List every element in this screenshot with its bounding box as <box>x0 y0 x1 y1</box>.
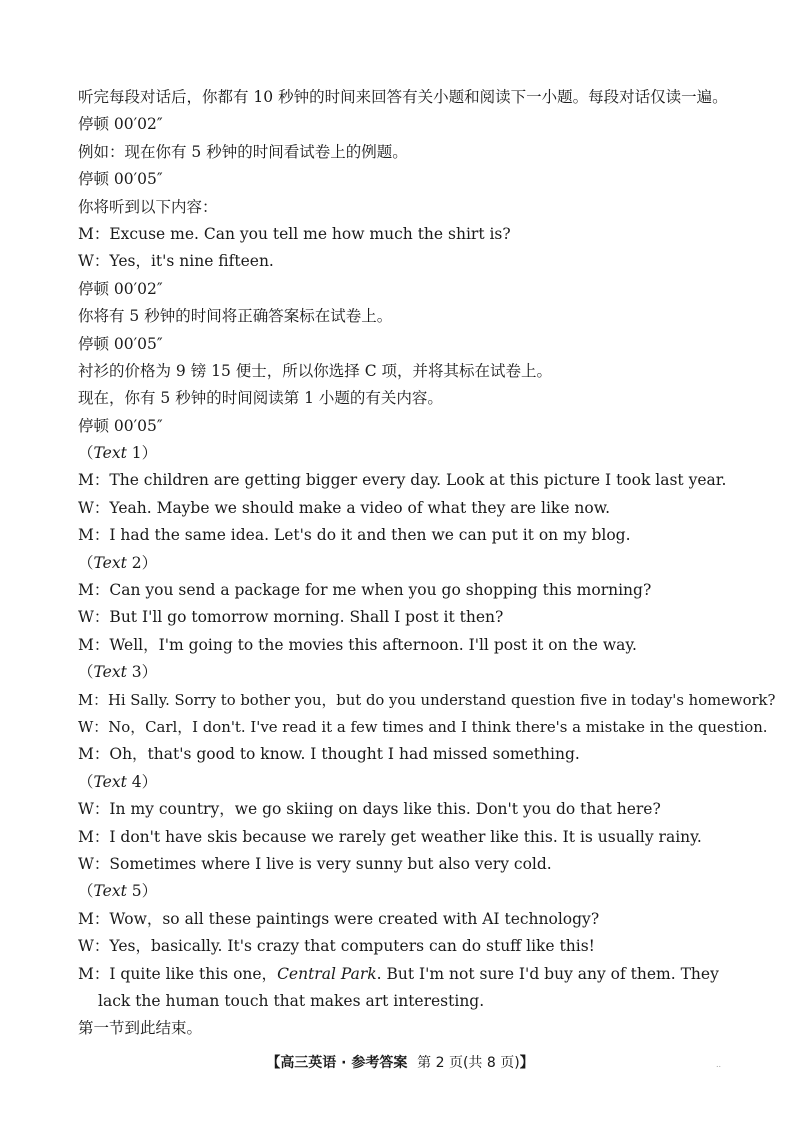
text-heading: （Text 4） <box>78 772 158 791</box>
dialogue-line <box>78 961 738 1016</box>
dialogue-line: W：No，Carl，I don't. I've read it a few times and I think there's a mistake in the question. <box>78 717 768 736</box>
footer-title: 高三英语 · 参考答案 <box>280 1055 408 1071</box>
pause-line: 停顿 00′05″ <box>78 416 163 435</box>
dialogue-line: M：The children are getting bigger every day. Look at this picture I took last year. <box>78 471 727 490</box>
painting-title: Central Park <box>277 964 377 983</box>
dialogue-line: M：I had the same idea. Let's do it and then we can put it on my blog. <box>78 526 631 545</box>
text-heading-label: Text <box>93 772 127 791</box>
dialogue-line: M：Well，I'm going to the movies this afternoon. I'll post it on the way. <box>78 635 637 654</box>
dialogue-line: M：Excuse me. Can you tell me how much the shirt is? <box>78 224 511 243</box>
text-heading: （Text 2） <box>78 553 158 572</box>
dialogue-line: W：Yes，basically. It's crazy that computers can do stuff like this! <box>78 937 595 956</box>
text-heading-label: Text <box>93 663 127 682</box>
footer-spacer <box>407 1055 417 1071</box>
instruction-line: 听完每段对话后，你都有 10 秒钟的时间来回答有关小题和阅读下一小题。每段对话仅读一遍。 <box>78 88 728 106</box>
dialogue-text: M：I quite like this one， <box>78 964 278 983</box>
instruction-line: 现在，你有 5 秒钟的时间阅读第 1 小题的有关内容。 <box>78 389 443 408</box>
text-heading-number: 4 <box>126 772 142 791</box>
dialogue-text: . But I'm not sure I'd buy any of them. They lack the human touch that makes art interesting. <box>98 964 719 1010</box>
text-heading-label: Text <box>93 882 127 901</box>
instruction-line: 例如：现在你有 5 秒钟的时间看试卷上的例题。 <box>78 142 408 161</box>
text-heading-number: 1 <box>126 444 142 463</box>
text-heading-label: Text <box>93 444 127 463</box>
pause-line: 停顿 00′05″ <box>78 170 163 189</box>
text-heading-number: 5 <box>126 882 142 901</box>
corner-mark: .. <box>716 1060 722 1069</box>
dialogue-line: W：In my country，we go skiing on days like this. Don't you do that here? <box>78 800 661 819</box>
dialogue-line: M：Can you send a package for me when you go shopping this morning? <box>78 581 652 600</box>
dialogue-line: W：Yes，it's nine fifteen. <box>78 252 274 271</box>
text-heading: （Text 5） <box>78 882 158 901</box>
text-heading-number: 2 <box>126 553 142 572</box>
dialogue-line: M：I don't have skis because we rarely get weather like this. It is usually rainy. <box>78 827 702 846</box>
dialogue-line: W：But I'll go tomorrow morning. Shall I post it then? <box>78 608 504 627</box>
instruction-line: 你将听到以下内容： <box>78 197 218 216</box>
pause-line: 停顿 00′02″ <box>78 279 163 298</box>
text-heading: （Text 1） <box>78 444 158 463</box>
dialogue-line: W：Sometimes where I live is very sunny but also very cold. <box>78 854 552 873</box>
footer-bracket: 】 <box>519 1055 534 1071</box>
text-heading-number: 3 <box>126 663 142 682</box>
footer-bracket: 【 <box>266 1055 281 1071</box>
pause-line: 停顿 00′02″ <box>78 115 163 134</box>
section-end-line: 第一节到此结束。 <box>78 1019 203 1038</box>
dialogue-line: M：Wow，so all these paintings were created with AI technology? <box>78 909 600 928</box>
dialogue-line: M：Oh，that's good to know. I thought I had missed something. <box>78 745 580 764</box>
dialogue-line: W：Yeah. Maybe we should make a video of what they are like now. <box>78 498 611 517</box>
page-footer <box>0 1052 800 1072</box>
pause-line: 停顿 00′05″ <box>78 334 163 353</box>
instruction-line: 衬衫的价格为 9 镑 15 便士，所以你选择 C 项，并将其标在试卷上。 <box>78 361 553 380</box>
text-heading-label: Text <box>93 553 127 572</box>
instruction-line: 你将有 5 秒钟的时间将正确答案标在试卷上。 <box>78 307 393 326</box>
transcript-content <box>78 84 776 1043</box>
text-heading: （Text 3） <box>78 663 158 682</box>
footer-page-number: 第 2 页(共 8 页) <box>417 1055 520 1071</box>
dialogue-line: M：Hi Sally. Sorry to bother you，but do you understand question five in today's homework? <box>78 691 776 709</box>
